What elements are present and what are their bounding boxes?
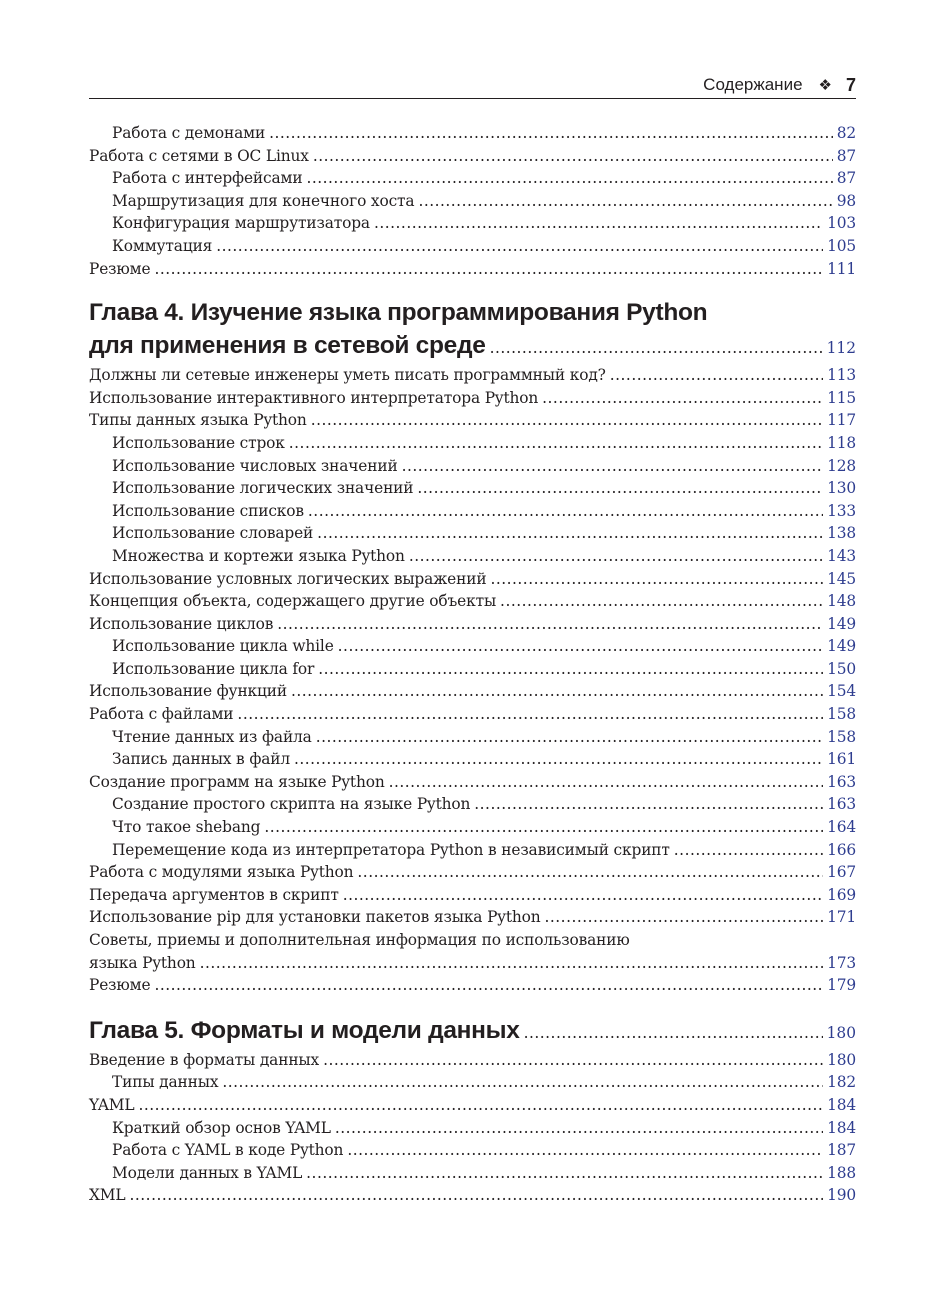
toc-entry-title: Краткий обзор основ YAML (112, 1118, 331, 1137)
dot-leader (610, 364, 823, 387)
toc-entry[interactable] (89, 884, 856, 907)
toc-entry-title: Использование логических значений (112, 479, 414, 498)
toc-entry[interactable] (89, 613, 856, 636)
toc-entry-page: 171 (827, 908, 856, 927)
toc-entry-title: Введение в форматы данных (89, 1050, 320, 1069)
dot-leader (200, 952, 823, 975)
toc-entry-title: Конфигурация маршрутизатора (112, 214, 370, 233)
dot-leader (264, 816, 823, 839)
dot-leader (500, 590, 823, 613)
toc-entry[interactable] (89, 212, 856, 235)
toc-entry[interactable] (89, 658, 856, 681)
dot-leader (308, 500, 823, 523)
toc-entry-title: Использование pip для установки пакетов языка Python (89, 908, 541, 927)
toc-entry-page: 113 (827, 366, 856, 385)
toc-entry[interactable] (89, 432, 856, 455)
toc-entry[interactable] (89, 568, 856, 591)
toc-entry[interactable] (89, 590, 856, 613)
toc-entry[interactable] (89, 748, 856, 771)
toc-entry-title: Использование условных логических выражений (89, 569, 487, 588)
toc-entry-title: Создание программ на языке Python (89, 772, 385, 791)
dot-leader (374, 212, 823, 235)
dot-leader (409, 545, 823, 568)
chapter-4-title-line2 (89, 329, 856, 362)
page-number: 7 (845, 74, 856, 95)
diamond-ornament-icon: ❖ (818, 77, 832, 94)
dot-leader (357, 861, 823, 884)
dot-leader (545, 906, 824, 929)
toc-entry-page: 166 (827, 840, 856, 859)
toc-entry-title: Работа с сетями в ОС Linux (89, 146, 309, 165)
dot-leader (418, 190, 832, 213)
toc-entry-title: Работа с модулями языка Python (89, 863, 354, 882)
dot-leader (311, 409, 823, 432)
dot-leader (291, 680, 823, 703)
dot-leader (490, 568, 823, 591)
toc-entry[interactable] (89, 1139, 856, 1162)
toc-entry-title: Концепция объекта, содержащего другие объекты (89, 592, 497, 611)
toc-entry[interactable] (89, 122, 856, 145)
toc-entry-page: 180 (827, 1050, 856, 1069)
toc-entry-page: 167 (827, 863, 856, 882)
toc-entry-page: 103 (827, 214, 856, 233)
dot-leader (318, 658, 823, 681)
toc-entry-page: 133 (827, 501, 856, 520)
toc-entry-title: языка Python (89, 953, 196, 972)
toc-entry-page: 163 (827, 795, 856, 814)
dot-leader (138, 1094, 823, 1117)
toc-entry[interactable] (89, 167, 856, 190)
toc-entry[interactable] (89, 477, 856, 500)
toc-entry-page: 169 (827, 885, 856, 904)
toc-entry-page: 182 (827, 1073, 856, 1092)
toc-entry-page: 111 (827, 259, 856, 278)
toc-entry-title: Советы, приемы и дополнительная информация по использованию (89, 931, 630, 949)
toc-entry[interactable] (89, 522, 856, 545)
toc-entry-title: Коммутация (112, 236, 213, 255)
toc-entry-title: Должны ли сетевые инженеры уметь писать программный код? (89, 366, 606, 385)
toc-entry-page: 161 (827, 750, 856, 769)
dot-leader (289, 432, 823, 455)
toc-entry-title: Передача аргументов в скрипт (89, 885, 339, 904)
toc-entry-title: Маршрутизация для конечного хоста (112, 191, 415, 210)
toc-entry-page: 158 (827, 705, 856, 724)
dot-leader (389, 771, 823, 794)
toc-entry-page: 105 (827, 236, 856, 255)
toc-entry-title: Работа с YAML в коде Python (112, 1141, 344, 1160)
dot-leader (269, 122, 833, 145)
dot-leader (216, 235, 823, 258)
toc-entry-title: Использование циклов (89, 614, 274, 633)
dot-leader (313, 145, 833, 168)
dot-leader (417, 477, 823, 500)
toc-entry-page: 118 (827, 433, 856, 452)
toc-entry-page: 187 (827, 1141, 856, 1160)
dot-leader (347, 1139, 823, 1162)
toc-entry-title: Использование цикла while (112, 637, 334, 656)
toc-entry[interactable] (89, 635, 856, 658)
chapter-5-title: Глава 5. Форматы и модели данных (89, 1016, 520, 1044)
chapter-4-title-line1: Глава 4. Изучение языка программирования Python (89, 299, 708, 327)
toc-entry-title: Работа с интерфейсами (112, 169, 303, 188)
toc-entry[interactable] (89, 235, 856, 258)
toc-entry[interactable] (89, 258, 856, 281)
toc-entry-title: Использование числовых значений (112, 456, 398, 475)
toc-entry-title: Использование интерактивного интерпретатора Python (89, 388, 539, 407)
toc-entry-page: 115 (827, 388, 856, 407)
dot-leader (222, 1071, 823, 1094)
dot-leader (542, 387, 823, 410)
toc-entry-title: Чтение данных из файла (112, 727, 312, 746)
dot-leader (490, 332, 823, 365)
header-title: Содержание (703, 75, 803, 94)
toc-entry-page: 164 (827, 818, 856, 837)
dot-leader (306, 1162, 823, 1185)
chapter-4-heading[interactable] (89, 297, 856, 362)
toc-entry[interactable] (89, 1094, 856, 1117)
toc-entry-title: Типы данных (112, 1073, 219, 1092)
toc-entry-tips[interactable] (89, 929, 856, 974)
toc-entry-title: Запись данных в файл (112, 750, 290, 769)
toc-entry-page: 145 (827, 569, 856, 588)
toc-section-chapter3-tail (89, 122, 856, 280)
toc-entry-page: 82 (836, 124, 856, 142)
toc-entry-page: 138 (827, 524, 856, 543)
toc-entry-title: YAML (89, 1095, 135, 1114)
toc-entry-page: 87 (836, 146, 856, 165)
dot-leader (316, 726, 823, 749)
running-header (89, 72, 856, 99)
toc-entry[interactable] (89, 1184, 856, 1207)
chapter-4-page: 112 (826, 339, 856, 358)
dot-leader (402, 455, 824, 478)
toc-entry-title: Использование функций (89, 682, 287, 701)
toc-entry[interactable] (89, 861, 856, 884)
toc-entry-page: 87 (836, 169, 856, 188)
toc-entry-title: Использование цикла for (112, 659, 315, 678)
chapter-5-page: 180 (826, 1023, 856, 1042)
toc-entry-title: Создание простого скрипта на языке Python (112, 795, 471, 814)
toc-entry-page: 184 (827, 1118, 856, 1137)
dot-leader (277, 613, 823, 636)
dot-leader (237, 703, 823, 726)
dot-leader (335, 1117, 823, 1140)
chapter-5-heading[interactable] (89, 1014, 856, 1047)
dot-leader (317, 522, 823, 545)
toc-entry[interactable] (89, 190, 856, 213)
toc-entry-page: 154 (827, 682, 856, 701)
toc-entry-title: Резюме (89, 976, 151, 995)
toc-entry[interactable] (89, 1049, 856, 1072)
dot-leader (474, 793, 823, 816)
dot-leader (130, 1184, 824, 1207)
toc-entry-title: Перемещение кода из интерпретатора Python в независимый скрипт (112, 840, 670, 859)
toc-entry-page: 184 (827, 1095, 856, 1114)
dot-leader (154, 258, 823, 281)
toc-entry-page: 98 (836, 191, 856, 210)
toc-entry-title: Резюме (89, 259, 151, 278)
toc-entry[interactable] (89, 545, 856, 568)
toc-entry[interactable] (89, 1117, 856, 1140)
dot-leader (674, 839, 823, 862)
dot-leader (154, 974, 823, 997)
toc-entry-page: 148 (827, 592, 856, 611)
toc-entry-page: 158 (827, 727, 856, 746)
toc-entry[interactable] (89, 726, 856, 749)
toc-entry-page: 149 (827, 637, 856, 656)
toc-entry-page: 128 (827, 456, 856, 475)
toc-entry[interactable] (89, 1071, 856, 1094)
toc-entry-summary[interactable] (89, 974, 856, 997)
toc-entry-page: 163 (827, 772, 856, 791)
toc-entry[interactable] (89, 793, 856, 816)
toc-entry[interactable] (89, 387, 856, 410)
toc-section-chapter4 (89, 364, 856, 929)
toc-entry[interactable] (89, 816, 856, 839)
toc-entry-page: 149 (827, 614, 856, 633)
toc-entry-title: Типы данных языка Python (89, 411, 307, 430)
dot-leader (294, 748, 823, 771)
toc-entry-title: Работа с демонами (112, 124, 266, 142)
toc-entry[interactable] (89, 364, 856, 387)
toc-entry[interactable] (89, 906, 856, 929)
table-of-contents (89, 122, 856, 1207)
toc-entry[interactable] (89, 455, 856, 478)
dot-leader (323, 1049, 823, 1072)
toc-entry-title: Модели данных в YAML (112, 1163, 303, 1182)
toc-entry-title: Использование списков (112, 501, 304, 520)
toc-entry-title: XML (89, 1186, 126, 1205)
toc-entry-page: 117 (827, 411, 856, 430)
toc-entry-page: 173 (827, 953, 856, 972)
toc-entry-title: Использование строк (112, 433, 285, 452)
toc-entry-title: Работа с файлами (89, 705, 234, 724)
dot-leader (343, 884, 823, 907)
toc-entry[interactable] (89, 145, 856, 168)
toc-entry[interactable] (89, 1162, 856, 1185)
toc-entry-title: Что такое shebang (112, 818, 261, 837)
toc-entry-page: 150 (827, 659, 856, 678)
toc-entry[interactable] (89, 409, 856, 432)
toc-entry-page: 190 (827, 1186, 856, 1205)
toc-entry-page: 179 (827, 976, 856, 995)
dot-leader (338, 635, 823, 658)
toc-entry[interactable] (89, 680, 856, 703)
toc-entry-page: 130 (827, 479, 856, 498)
dot-leader (306, 167, 832, 190)
toc-entry[interactable] (89, 703, 856, 726)
toc-entry[interactable] (89, 771, 856, 794)
toc-entry[interactable] (89, 500, 856, 523)
toc-entry-title: Множества и кортежи языка Python (112, 546, 405, 565)
toc-section-chapter5 (89, 1049, 856, 1207)
chapter-4-title-text: для применения в сетевой среде (89, 332, 486, 360)
dot-leader (524, 1017, 823, 1050)
toc-entry-page: 188 (827, 1163, 856, 1182)
toc-entry-title: Использование словарей (112, 524, 314, 543)
toc-entry[interactable] (89, 839, 856, 862)
toc-entry-page: 143 (827, 546, 856, 565)
